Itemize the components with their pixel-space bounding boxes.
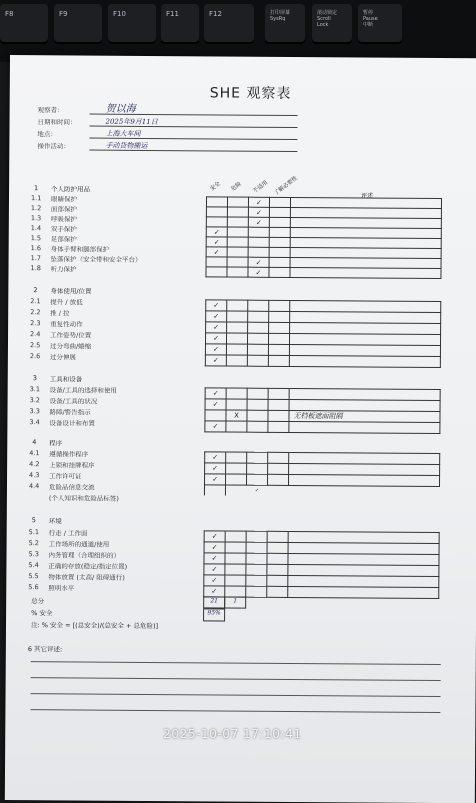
mark-cell: ✓ [206, 300, 227, 311]
mark-cell: ✓ [205, 399, 226, 410]
mark-cell: ✓ [205, 333, 226, 344]
mark-cell [225, 564, 246, 575]
item-label: 行走 / 工作面 [48, 529, 88, 538]
mark-cell [267, 586, 288, 597]
mark-cell: ✓ [206, 227, 227, 237]
mark-cell [225, 485, 246, 496]
mark-cell: ✓ [205, 355, 226, 366]
comment-cell: 无档板遮面阻隔 [289, 410, 440, 422]
key-label: F12 [209, 10, 222, 18]
mark-cell: ✓ [206, 311, 227, 322]
datetime-line [90, 126, 298, 128]
mark-cell [268, 410, 289, 421]
item-num: 1.3 [30, 214, 42, 223]
key-pause [358, 4, 402, 44]
mark-cell [227, 322, 248, 333]
mark-cell [269, 311, 290, 322]
mark-cell [225, 586, 246, 597]
mark-cell: ✓ [205, 452, 226, 463]
mark-cell [206, 267, 227, 277]
mark-cell [248, 247, 269, 257]
item-label: 足部保护 [50, 235, 77, 244]
mark-cell [204, 485, 225, 496]
col-head-na: 不适用 [252, 179, 270, 195]
table-row [205, 355, 440, 368]
item-label: 物体放置 (太高/ 阻碍通行) [48, 573, 125, 582]
mark-cell [227, 300, 248, 311]
total-danger-box: 1 [224, 597, 246, 609]
mark-cell [226, 399, 247, 410]
mark-cell: ✓ [205, 474, 226, 485]
mark-cell [267, 553, 288, 564]
mark-cell [225, 575, 246, 586]
item-num: 1.8 [30, 264, 41, 273]
mark-cell: ✓ [204, 553, 225, 564]
section-1-number: 1 [34, 184, 39, 193]
mark-cell [248, 311, 269, 322]
item-label: 上锁和挂牌程序 [49, 461, 95, 470]
mark-cell [268, 388, 289, 399]
formula-note: 注: % 安全 = [(总安全)/(总安全 + 总危险)] [30, 621, 159, 631]
mark-cell: ✓ [204, 575, 225, 586]
mark-cell [268, 344, 289, 355]
item-num: 4.1 [29, 449, 40, 458]
mark-cell [225, 553, 246, 564]
item-num: 4.2 [29, 460, 40, 469]
key-label: 滚动锁定 Scroll Lock [317, 10, 338, 28]
mark-cell [206, 197, 227, 207]
section-4-number: 4 [32, 438, 37, 447]
item-label: 设备/工具的选择和使用 [49, 386, 117, 395]
mark-cell [268, 452, 289, 463]
mark-cell: ✓ [248, 267, 269, 277]
mark-cell [247, 452, 268, 463]
mark-cell [226, 421, 247, 432]
mark-cell [247, 463, 268, 474]
mark-cell [226, 474, 247, 485]
photo-timestamp: 2025-10-07 17:10:41 [163, 726, 302, 741]
key-f8 [0, 4, 48, 44]
comment-cell [288, 586, 439, 598]
item-label: 工作许可证 [49, 472, 82, 481]
item-label: 身体手臂和腿部保护 [50, 245, 110, 254]
col-head-need: 了解必要性 [273, 175, 299, 197]
she-form-paper [5, 55, 476, 803]
item-label: 设备设计和布置 [49, 419, 95, 428]
mark-cell [226, 388, 247, 399]
item-label: 提升 / 放低 [50, 298, 83, 307]
mark-cell: X [226, 410, 247, 421]
observer-value: 贺以海 [105, 103, 136, 115]
mark-cell [248, 227, 269, 237]
mark-cell [268, 355, 289, 366]
total-safe-box: 21 [203, 596, 225, 608]
mark-cell [247, 410, 268, 421]
key-f9 [54, 4, 102, 44]
item-label: 眼睛保护 [50, 195, 78, 204]
key-label: F8 [5, 10, 14, 18]
col-head-safe: 安全 [209, 180, 222, 193]
key-f11 [161, 4, 199, 44]
mark-cell [267, 564, 288, 575]
key-f12 [204, 4, 254, 44]
item-label: 工作姿势/位置 [50, 331, 92, 340]
keyboard-strip [0, 0, 476, 62]
activity-line [89, 150, 297, 152]
item-num: 4.4 [28, 482, 40, 491]
item-label: 过分伸展 [49, 353, 76, 362]
item-label: 坠落保护（安全带和安全平台） [50, 255, 142, 264]
section-2-title: 身体使用/位置 [50, 287, 92, 296]
activity-label: 操作活动： [37, 142, 70, 151]
item-num: 3.1 [29, 385, 41, 394]
mark-cell: ✓ [204, 564, 225, 575]
comment-line [31, 677, 441, 681]
mark-cell [227, 237, 248, 247]
item-num: 3.2 [29, 396, 40, 405]
mark-cell [247, 344, 268, 355]
observer-line [90, 114, 298, 116]
mark-cell [269, 227, 290, 237]
section-3-title: 工具和设备 [49, 375, 83, 384]
mark-cell [226, 355, 247, 366]
section-5-title: 环境 [48, 517, 62, 526]
item-num: 3.3 [29, 407, 40, 416]
section-3-number: 3 [32, 374, 37, 383]
mark-cell [268, 474, 289, 485]
item-num: 1.4 [30, 224, 42, 233]
item-label: 双手保护 [50, 225, 77, 234]
mark-cell [248, 300, 269, 311]
section-5-number: 5 [31, 516, 36, 525]
item-num: 1.6 [30, 244, 42, 253]
mark-cell [269, 257, 290, 267]
mark-cell [247, 474, 268, 485]
mark-cell [205, 410, 226, 421]
mark-cell [269, 197, 290, 207]
item-num: 5.6 [28, 583, 39, 592]
mark-cell [269, 267, 290, 277]
mark-cell [227, 267, 248, 277]
col-head-danger: 危险 [230, 181, 243, 193]
mark-cell: ✓ [206, 247, 227, 257]
location-value: 上海大车间 [105, 129, 141, 138]
key-f10 [108, 4, 156, 44]
mark-cell [246, 542, 267, 553]
mark-cell [248, 322, 269, 333]
mark-cell [227, 257, 248, 267]
key-print-screen [265, 4, 305, 44]
mark-cell [246, 586, 267, 597]
item-num: 1.5 [30, 234, 42, 243]
comment-line [31, 661, 441, 665]
key-label: F11 [166, 10, 179, 18]
mark-cell [227, 311, 248, 322]
mark-cell: ✓ [204, 531, 225, 542]
item-num: 1.7 [30, 254, 41, 263]
mark-cell [227, 207, 248, 217]
observer-label: 观察者： [37, 106, 64, 115]
mark-cell [247, 388, 268, 399]
item-label: 呼吸保护 [50, 215, 77, 224]
percent-label: % 安全 [31, 609, 53, 618]
mark-cell [227, 247, 248, 257]
datetime-label: 日期和时间： [37, 118, 77, 127]
mark-cell [246, 553, 267, 564]
mark-cell [268, 421, 289, 432]
mark-cell [269, 207, 290, 217]
mark-cell: ✓ [248, 207, 269, 217]
mark-cell: ✓ [206, 237, 227, 247]
mark-cell [206, 217, 227, 227]
item-label: 路障/警告指示 [49, 408, 91, 417]
item-num: 2.4 [30, 330, 41, 339]
item-label: 重复性动作 [50, 320, 83, 329]
mark-cell: ✓ [248, 257, 269, 267]
item-num: 2.2 [30, 308, 41, 317]
key-label: F9 [59, 10, 68, 18]
total-label: 总分 [31, 597, 45, 606]
section-1-title: 个人防护用品 [51, 185, 91, 194]
item-num: 1.1 [30, 194, 42, 203]
mark-cell [267, 575, 288, 586]
datetime-value: 2025年9月11日 [105, 117, 158, 127]
mark-cell [227, 217, 248, 227]
mark-cell: ✓ [248, 197, 269, 207]
mark-cell [225, 542, 246, 553]
item-label: 设备/工具的状况 [49, 397, 98, 406]
mark-cell [268, 399, 289, 410]
item-num: 2.1 [30, 297, 41, 306]
key-label: F10 [113, 10, 126, 18]
item-label: 危险品信息交流 [48, 483, 95, 492]
mark-cell: ✓ [205, 388, 226, 399]
comment-cell [289, 355, 440, 367]
mark-cell [226, 452, 247, 463]
table-row [204, 485, 439, 497]
item-num: 4.3 [29, 471, 40, 480]
location-label: 地点： [37, 130, 57, 139]
mark-cell: ✓ [205, 421, 226, 432]
mark-cell: ✓ [204, 542, 225, 553]
key-label: 打印屏幕 SysRq [270, 10, 291, 22]
comments-title: 6 其它评述: [27, 645, 63, 654]
percent-safe-box: 95% [203, 608, 225, 621]
mark-cell [246, 575, 267, 586]
item-label: 面部保护 [50, 205, 77, 214]
item-label: 照明水平 [48, 584, 75, 593]
mark-cell [227, 227, 248, 237]
mark-cell [267, 485, 288, 496]
table-row [206, 267, 441, 279]
mark-cell: ✓ [205, 344, 226, 355]
mark-cell [246, 531, 267, 542]
section-4-title: 程序 [49, 439, 63, 448]
grid-section-4 [204, 451, 440, 497]
comment-cell [290, 267, 441, 278]
mark-cell [225, 531, 246, 542]
item-label: 正确的存放(稳定/指定位置) [48, 562, 128, 571]
item-num: 3.4 [29, 418, 40, 427]
mark-cell [227, 197, 248, 207]
mark-cell [248, 237, 269, 247]
comment-cell [289, 421, 440, 433]
form-title: SHE 观察表 [209, 85, 292, 102]
mark-cell [226, 344, 247, 355]
key-scroll-lock [312, 4, 352, 44]
section-2-number: 2 [33, 286, 38, 295]
item-num: 1.2 [30, 204, 42, 213]
mark-cell [226, 463, 247, 474]
mark-cell [246, 564, 267, 575]
mark-cell [269, 247, 290, 257]
mark-cell: ✓ [248, 217, 269, 227]
mark-cell [267, 542, 288, 553]
key-label: 暂停 Pause 中断 [363, 10, 378, 28]
grid-section-2 [205, 299, 441, 368]
mark-cell [268, 333, 289, 344]
item-label: 听力保护 [50, 265, 77, 274]
item-num: 5.2 [28, 539, 39, 548]
mark-cell [206, 207, 227, 217]
item-num: 2.5 [29, 341, 41, 350]
mark-cell: ✓ [206, 322, 227, 333]
mark-cell [269, 300, 290, 311]
item-label: 内务管理（合理组织的） [48, 551, 121, 560]
mark-cell [268, 463, 289, 474]
mark-cell [226, 333, 247, 344]
mark-cell: ✓ [205, 463, 226, 474]
mark-cell [269, 217, 290, 227]
mark-cell [206, 257, 227, 267]
item-label-extra: (个人知识和危险品标签) [48, 494, 120, 503]
item-label: 过分弯曲/蜷缩 [49, 342, 92, 351]
grid-section-1 [205, 196, 442, 279]
comment-cell [288, 485, 439, 497]
grid-section-3 [204, 387, 440, 434]
item-num: 5.1 [28, 528, 40, 537]
comment-line [31, 693, 441, 697]
item-num: 2.3 [30, 319, 41, 328]
mark-cell [247, 355, 268, 366]
item-num: 5.5 [28, 572, 39, 581]
item-num: 2.6 [29, 352, 41, 361]
item-label: 工作场所的通道/使用 [48, 540, 110, 549]
mark-cell: ✓ [204, 586, 225, 597]
item-num: 5.4 [28, 561, 39, 570]
grid-section-5 [203, 530, 439, 599]
mark-cell: ✓ [254, 487, 260, 494]
mark-cell [247, 333, 268, 344]
location-line [89, 138, 297, 140]
activity-value: 手动货物搬运 [105, 141, 148, 150]
table-row [205, 421, 440, 434]
item-label: 推 / 拉 [50, 309, 70, 318]
mark-cell [247, 399, 268, 410]
mark-cell [247, 421, 268, 432]
col-head-comment: 评述 [361, 192, 374, 200]
comment-line [30, 709, 440, 713]
mark-cell [267, 531, 288, 542]
mark-cell [269, 322, 290, 333]
mark-cell [269, 237, 290, 247]
item-num: 5.3 [28, 550, 39, 559]
item-label: 遵循操作程序 [49, 450, 89, 459]
